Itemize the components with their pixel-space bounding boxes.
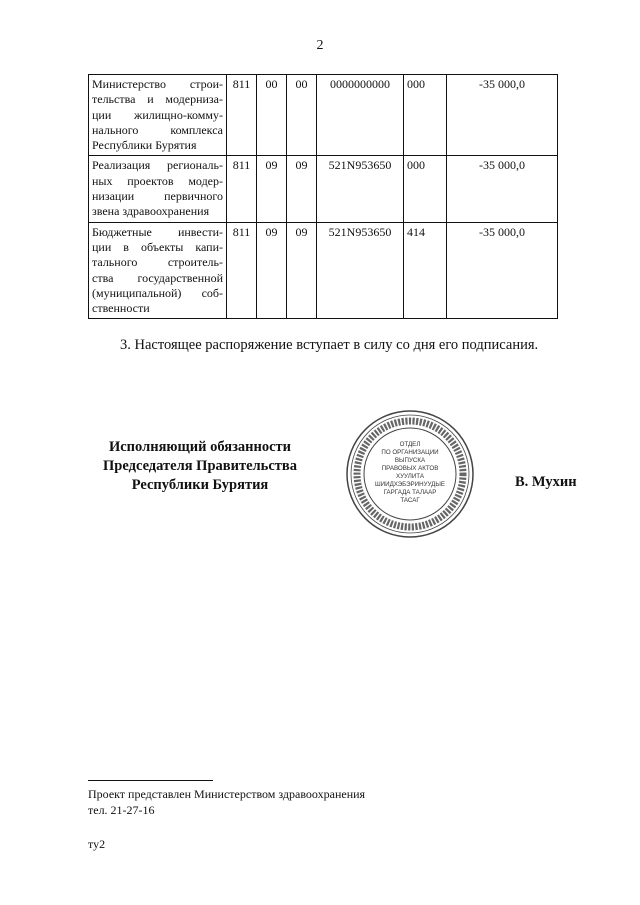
stamp-text-line: ПРАВОВЫХ АКТОВ [381, 465, 439, 472]
budget-item-name-line: ственности [92, 301, 150, 316]
budget-table [88, 74, 558, 319]
budget-item-name-line: Республики Бурятия [92, 138, 197, 153]
footnote-divider [88, 780, 213, 781]
stamp-text-line: ГАРГАДА ТАЛААР [383, 489, 437, 496]
budget-item-name [89, 75, 227, 156]
target-article-code: 521N953650 [317, 222, 404, 319]
signer-name: В. Мухин [515, 474, 577, 490]
section-code: 09 [257, 156, 287, 222]
footnote-line: Проект представлен Министерством здравоохранения [88, 787, 366, 801]
footnote-line: тел. 21-27-16 [88, 803, 155, 817]
stamp-text-line: ШИИДХЭБЭРИНУУДЫЕ [375, 481, 445, 488]
table-row [89, 75, 558, 156]
stamp-text-line: ВЫПУСКА [394, 457, 426, 464]
budget-item-name-line: ции в объекты капи- [92, 239, 223, 254]
budget-item-name-line: тального строитель- [92, 255, 223, 270]
signer-line: Председателя Правительства [103, 458, 297, 474]
budget-item-name-line: ных проектов модер- [92, 173, 223, 188]
budget-item-name [89, 156, 227, 222]
expense-type-code: 000 [404, 156, 447, 222]
subsection-code: 09 [287, 222, 317, 319]
table-row [89, 222, 558, 319]
expense-type-code: 414 [404, 222, 447, 319]
amount: -35 000,0 [447, 222, 558, 319]
section-code: 00 [257, 75, 287, 156]
signer-position [88, 438, 312, 495]
budget-item-name [89, 222, 227, 319]
stamp-text-line: ХУУЛИТА [396, 473, 424, 480]
clause-3: 3. Настоящее распоряжение вступает в силу со дня его подписания. [120, 337, 539, 353]
budget-item-name-line: нального комплекса [92, 122, 223, 137]
budget-item-name-line: низации первичного [92, 189, 223, 204]
ministry-code: 811 [227, 222, 257, 319]
stamp-text-line: ПО ОРГАНИЗАЦИИ [381, 449, 439, 456]
document-code: ту2 [88, 837, 106, 851]
amount: -35 000,0 [447, 75, 558, 156]
expense-type-code: 000 [404, 75, 447, 156]
budget-item-name-line: Министерство строи- [92, 77, 223, 91]
ministry-code: 811 [227, 156, 257, 222]
budget-item-name-line: тельства и модерниза- [92, 92, 223, 107]
signer-line: Исполняющий обязанности [108, 439, 292, 455]
budget-item-name-line: ства государственной [92, 270, 223, 285]
signer-line: Республики Бурятия [131, 477, 269, 493]
subsection-code: 09 [287, 156, 317, 222]
amount: -35 000,0 [447, 156, 558, 222]
official-seal-stamp [344, 408, 476, 540]
page-number: 2 [316, 38, 324, 53]
budget-item-name-line: Бюджетные инвести- [92, 224, 223, 239]
ministry-code: 811 [227, 75, 257, 156]
budget-item-name-line: звена здравоохранения [92, 204, 210, 219]
section-code: 09 [257, 222, 287, 319]
budget-item-name-line: ции жилищно-комму- [92, 107, 223, 122]
budget-item-name-line: (муниципальной) соб- [92, 285, 223, 300]
stamp-text-line: ОТДЕЛ [399, 441, 421, 448]
footnote [88, 786, 365, 818]
stamp-text-line: ТАСАГ [400, 497, 420, 504]
target-article-code: 0000000000 [317, 75, 404, 156]
budget-item-name-line: Реализация региональ- [92, 158, 223, 173]
subsection-code: 00 [287, 75, 317, 156]
table-row [89, 156, 558, 222]
target-article-code: 521N953650 [317, 156, 404, 222]
